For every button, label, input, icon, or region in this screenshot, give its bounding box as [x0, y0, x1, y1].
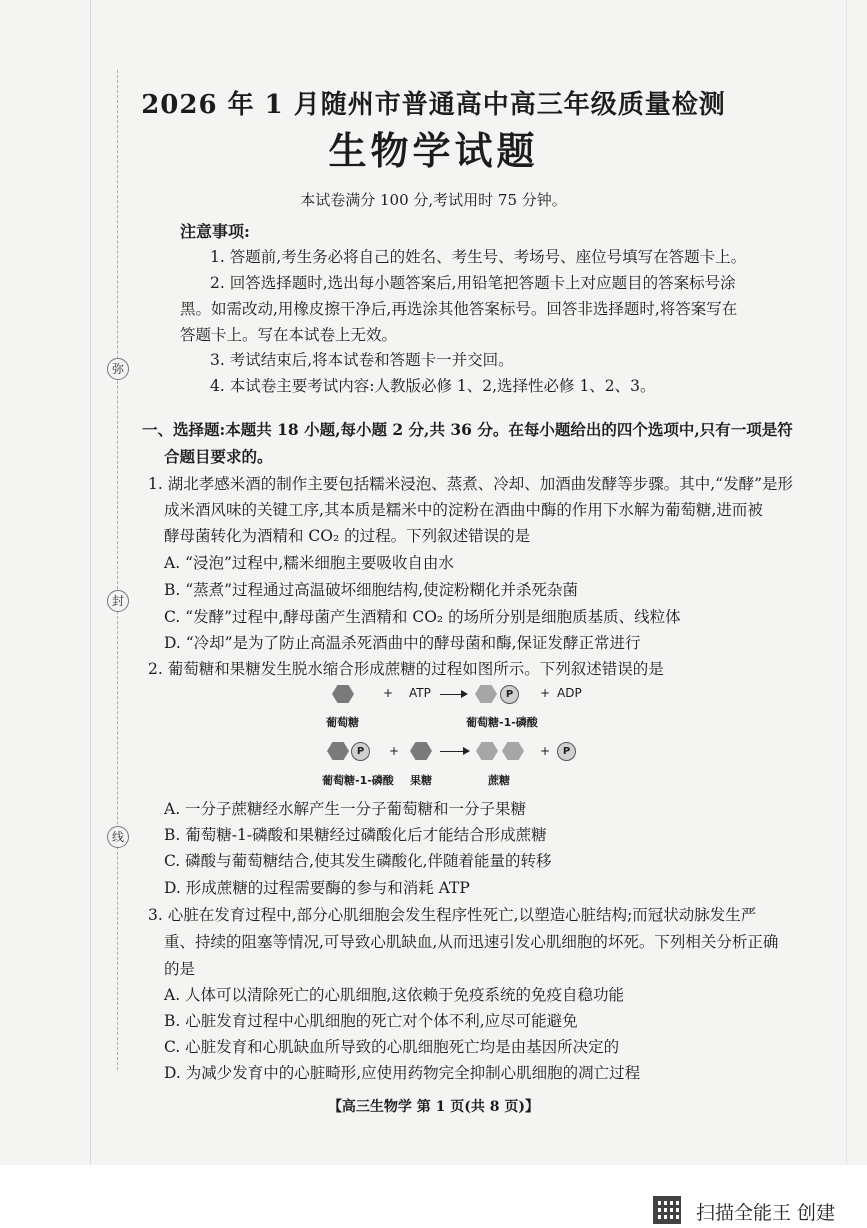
option: A. 人体可以清除死亡的心肌细胞,这依赖于免疫系统的免疫自稳功能 — [164, 986, 624, 1004]
reaction-arrow — [440, 751, 468, 752]
section-heading: 一、选择题:本题共 18 小题,每小题 2 分,共 36 分。在每小题给出的四个选项中,只有一项是符 — [142, 420, 793, 439]
glucose-hexagon-icon — [475, 685, 497, 703]
page-edge-right — [846, 0, 847, 1168]
question-stem: 3. 心脏在发育过程中,部分心肌细胞会发生程序性死亡,以塑造心脏结构;而冠状动脉发生严 — [148, 906, 757, 924]
option: C. “发酵”过程中,酵母菌产生酒精和 CO₂ 的场所分别是细胞质基质、线粒体 — [164, 608, 681, 626]
glucose-hexagon-icon — [476, 742, 498, 760]
option: B. “蒸煮”过程通过高温破坏细胞结构,使淀粉糊化并杀死杂菌 — [164, 581, 579, 599]
question-stem: 2. 葡萄糖和果糖发生脱水缩合形成蔗糖的过程如图所示。下列叙述错误的是 — [148, 660, 664, 678]
option: D. 为减少发育中的心脏畸形,应使用药物完全抑制心肌细胞的凋亡过程 — [164, 1064, 641, 1082]
glucose-label: 葡萄糖 — [326, 716, 359, 729]
notice-heading: 注意事项: — [180, 222, 250, 241]
option: D. 形成蔗糖的过程需要酶的参与和消耗 ATP — [164, 879, 470, 897]
page-footer: 【高三生物学 第 1 页(共 8 页)】 — [327, 1099, 540, 1115]
phosphate-icon: P — [557, 742, 576, 761]
notice-item: 3. 考试结束后,将本试卷和答题卡一并交回。 — [210, 351, 514, 369]
question-stem: 酵母菌转化为酒精和 CO₂ 的过程。下列叙述错误的是 — [164, 527, 531, 545]
glucose-hexagon-icon — [327, 742, 349, 760]
option: D. “冷却”是为了防止高温杀死酒曲中的酵母菌和酶,保证发酵正常进行 — [164, 634, 641, 652]
question-stem: 成米酒风味的关键工序,其本质是糯米中的淀粉在酒曲中酶的作用下水解为葡萄糖,进而被 — [164, 501, 763, 519]
side-label-xian: 线 — [107, 826, 129, 848]
subject-title: 生物学试题 — [328, 128, 539, 173]
plus-sign: + — [389, 744, 400, 758]
section-heading: 合题目要求的。 — [164, 447, 273, 466]
page-edge-left — [90, 0, 91, 1168]
option: C. 磷酸与葡萄糖结合,使其发生磷酸化,伴随着能量的转移 — [164, 852, 552, 870]
qr-code-icon — [653, 1196, 681, 1224]
notice-item: 2. 回答选择题时,选出每小题答案后,用铅笔把答题卡上对应题目的答案标号涂 — [210, 274, 736, 292]
glucose-hexagon-icon — [332, 685, 354, 703]
question-stem: 的是 — [164, 960, 196, 978]
notice-item: 1. 答题前,考生务必将自己的姓名、考生号、考场号、座位号填写在答题卡上。 — [210, 248, 747, 266]
atp-label: ATP — [409, 686, 431, 700]
fructose-hexagon-icon — [410, 742, 432, 760]
plus-sign: + — [383, 686, 394, 700]
exam-title: 2026 年 1 月随州市普通高中高三年级质量检测 — [141, 90, 726, 120]
watermark-text: 扫描全能王 创建 — [696, 1202, 836, 1224]
option: C. 心脏发育和心肌缺血所导致的心肌细胞死亡均是由基因所决定的 — [164, 1038, 620, 1056]
binding-dashline — [117, 70, 118, 1070]
reaction-arrow — [440, 694, 466, 695]
plus-sign: + — [540, 744, 551, 758]
option: A. “浸泡”过程中,糯米细胞主要吸收自由水 — [164, 554, 454, 572]
option: B. 心脏发育过程中心肌细胞的死亡对个体不利,应尽可能避免 — [164, 1012, 578, 1030]
notice-item: 黑。如需改动,用橡皮擦干净后,再选涂其他答案标号。回答非选择题时,将答案写在 — [180, 300, 738, 318]
option: A. 一分子蔗糖经水解产生一分子葡萄糖和一分子果糖 — [164, 800, 527, 818]
plus-sign: + — [540, 686, 551, 700]
side-label-feng: 封 — [107, 590, 129, 612]
phosphate-icon: P — [500, 685, 519, 704]
option: B. 葡萄糖-1-磷酸和果糖经过磷酸化后才能结合形成蔗糖 — [164, 826, 547, 844]
exam-info: 本试卷满分 100 分,考试用时 75 分钟。 — [300, 191, 567, 209]
fructose-label: 果糖 — [410, 774, 432, 787]
sucrose-label: 蔗糖 — [488, 774, 510, 787]
adp-label: ADP — [557, 686, 582, 700]
g1p-label: 葡萄糖-1-磷酸 — [466, 716, 538, 729]
fructose-hexagon-icon — [502, 742, 524, 760]
question-stem: 重、持续的阻塞等情况,可导致心肌缺血,从而迅速引发心肌细胞的坏死。下列相关分析正确 — [164, 933, 779, 951]
notice-item: 4. 本试卷主要考试内容:人教版必修 1、2,选择性必修 1、2、3。 — [210, 377, 656, 395]
side-label-mi: 弥 — [107, 358, 129, 380]
g1p-label: 葡萄糖-1-磷酸 — [322, 774, 394, 787]
phosphate-icon: P — [351, 742, 370, 761]
notice-item: 答题卡上。写在本试卷上无效。 — [180, 326, 398, 344]
question-stem: 1. 湖北孝感米酒的制作主要包括糯米浸泡、蒸煮、冷却、加酒曲发酵等步骤。其中,“发酵”是形 — [148, 475, 793, 493]
